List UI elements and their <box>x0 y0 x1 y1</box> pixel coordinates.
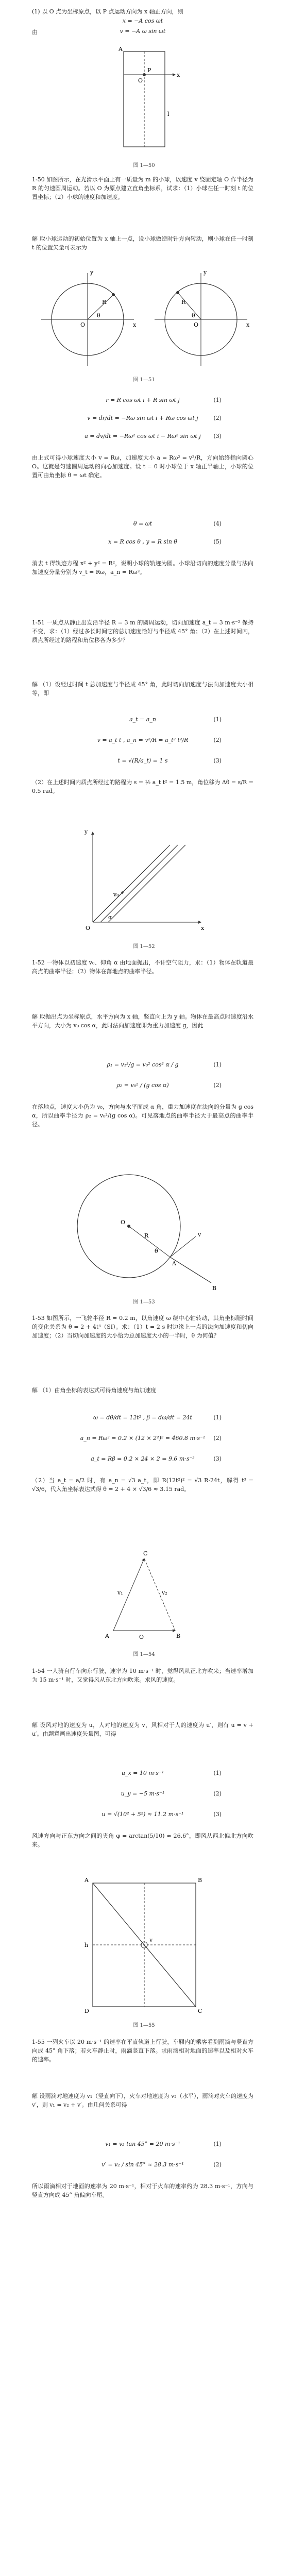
top-line-1: (1) 以 O 点为坐标原点，以 P 点运动方向为 x 轴正方向，则 <box>32 8 183 15</box>
eq-text: u = √(10² + 5²) ≈ 11.2 m·s⁻¹ <box>101 1811 184 1818</box>
problem-1-53-text: 1-53 如图所示，一飞轮半径 R = 0.2 m，以角速度 ω 绕中心轴转动，其角坐标随时间的变化关系为 θ = 2 + 4t³（SI）。求：（1）t = 2 s 时边缘上一点的法向加速度和切向加速度；（2）当切向加速度的大小恰为总加速度大小的一半时，θ 为何值？ <box>32 1315 253 1339</box>
fig1-label-a: A <box>118 46 123 53</box>
fig6-label-c: C <box>198 2008 202 2014</box>
equation-1-51-3 <box>32 433 253 439</box>
fig1-label-l: l <box>167 111 170 117</box>
top-line-3: 由 <box>32 29 38 36</box>
fig5-label-v2: v₂ <box>162 1589 167 1596</box>
eq-text: a_t = Rβ = 0.2 × 24 × 2 = 9.6 m·s⁻² <box>91 1455 195 1462</box>
fig4-label-a: A <box>172 1260 176 1267</box>
figure-1-51-caption: 图 1—51 <box>133 377 155 383</box>
fig4-label-theta: θ <box>155 1248 158 1255</box>
eq-number: (1) <box>213 2141 222 2147</box>
eq-number: (3) <box>213 757 222 764</box>
fig2-left-r: R <box>102 299 107 306</box>
fig4-label-o: O <box>121 1219 126 1226</box>
eq-text: ρ₁ = v₁²/g = v₀² cos² α / g <box>107 1061 179 1068</box>
figure-1-55 <box>77 1873 211 2017</box>
equation-4-2 <box>32 1082 253 1089</box>
eq-number: (2) <box>213 415 222 421</box>
eq-number: (3) <box>213 1455 222 1462</box>
fig3-label-x: x <box>201 925 205 931</box>
fig5-label-o: O <box>139 1634 144 1640</box>
figure-1-53 <box>67 1164 222 1293</box>
eq-text: a = dv/dt = −Rω² cos ωt i − Rω² sin ωt j <box>84 433 201 439</box>
eq-number: (2) <box>213 1082 222 1089</box>
eq-number: (1) <box>213 1770 222 1776</box>
eq-text: a_n = Rω² = 0.2 × (12 × 2²)² = 460.8 m·s⁻² <box>80 1435 206 1442</box>
problem-1-52-solution: 解 取抛出点为坐标原点，水平方向为 x 轴，竖直向上为 y 轴。物体在最高点时速度沿水平方向，大小为 v₀ cos α，此时法向加速度即为重力加速度 g，因此 <box>32 1013 253 1029</box>
equation-3-3 <box>32 757 253 764</box>
fig2-right-theta: θ <box>192 312 195 319</box>
fig2-left-o: O <box>80 321 86 328</box>
fig6-label-d: D <box>84 2008 89 2014</box>
equation-1-51-1 <box>32 397 253 403</box>
figure-1-53-caption: 图 1—53 <box>133 1299 155 1305</box>
eq-text: u_x = 10 m·s⁻¹ <box>121 1770 164 1776</box>
problem-1-51-text: 1-51 一质点从静止出发沿半径 R = 3 m 的圆周运动，切向加速度 a_t = 3 m·s⁻² 保持不变，求：（1）经过多长时间它的总加速度恰好与半径成 45° 角；（2）在上述时间内，质点所经过的路程和角位移各为多少？ <box>32 619 253 643</box>
problem-1-50-text: 1-50 如图所示，在光滑水平面上有一质量为 m 的小球，以速度 v 绕固定轴 O 作半径为 R 的匀速圆周运动。若以 O 为原点建立直角坐标系，试求：（1）小球在任一时刻 t 的位置坐标；（2）小球的速度和加速度。 <box>32 176 253 200</box>
problem-1-54-solution: 解 设风对地的速度为 u，人对地的速度为 v，风相对于人的速度为 u′，则有 u = v + u′。由题意画出速度矢量图，可得 <box>32 1722 253 1737</box>
eq-number: (5) <box>213 538 222 545</box>
figure-1-54 <box>98 1543 191 1646</box>
eq-number: (2) <box>213 2161 222 2168</box>
fig1-label-o: O <box>138 77 143 84</box>
figure-1-54-caption: 图 1—54 <box>133 1652 155 1657</box>
figure-1-50 <box>98 44 191 157</box>
fig6-label-a: A <box>84 1877 89 1884</box>
eq-text: a_t = a_n <box>129 716 156 723</box>
problem-1-50-solution: 解 取小球运动的初始位置为 x 轴上一点，设小球做逆时针方向转动，则小球在任一时刻 t 的位置矢量可表示为 <box>32 235 253 251</box>
paragraph-5: 在落地点，速度大小仍为 v₀，方向与水平面成 α 角，重力加速度在法向的分量为 g cos α，所以曲率半径为 ρ₂ = v₀²/(g cos α)。可见落地点的曲率半径大于最高点的曲率半径。 <box>32 1104 253 1128</box>
equation-2-1 <box>32 520 253 527</box>
problem-1-54-text: 1-54 一人骑自行车向东行驶，速率为 10 m·s⁻¹ 时，觉得风从正北方吹来；当速率增加为 15 m·s⁻¹ 时，又觉得风从东北方向吹来。求风的速度。 <box>32 1668 253 1683</box>
equation-2-2 <box>32 538 253 545</box>
fig3-label-alpha: α <box>108 914 112 921</box>
equation-6-1 <box>32 1770 253 1776</box>
problem-1-52-text: 1-52 一物体以初速度 v₀、仰角 α 由地面抛出，不计空气阻力，求：（1）物体在轨道最高点的曲率半径；（2）物体在落地点的曲率半径。 <box>32 959 253 975</box>
equation-7-1 <box>32 2141 253 2147</box>
fig2-right-o: O <box>194 321 199 328</box>
fig5-label-b: B <box>176 1633 181 1639</box>
figure-1-55-caption: 图 1—55 <box>133 2023 155 2028</box>
problem-1-53-solution: 解 （1）由角坐标的表达式可得角速度与角加速度 <box>32 1387 157 1394</box>
figure-1-50-caption: 图 1—50 <box>133 163 155 168</box>
eq-number: (1) <box>213 716 222 723</box>
problem-1-51-solution: 解 （1）设经过时间 t 总加速度与半径成 45° 角，此时切向加速度与法向加速度大小相等，即 <box>32 681 253 697</box>
fig3-label-o: O <box>86 925 91 931</box>
fig4-label-b: B <box>212 1285 217 1292</box>
equation-5-3 <box>32 1455 253 1462</box>
problem-1-55-solution: 解 设雨滴对地速度为 v₁（竖直向下），火车对地速度为 v₂（水平），雨滴对火车的速度为 v′，则 v₁ = v₂ + v′。由几何关系可得 <box>32 2093 253 2108</box>
fig3-label-y: y <box>84 828 88 835</box>
fig2-left-x: x <box>133 321 137 328</box>
fig6-label-b: B <box>198 1877 202 1884</box>
equation-4-1 <box>32 1061 253 1068</box>
eq-text: t = √(R/a_t) = 1 s <box>117 757 168 764</box>
eq-text: v₁ = v₂ tan 45° = 20 m·s⁻¹ <box>105 2141 180 2147</box>
eq-text: ρ₂ = v₀² / (g cos α) <box>116 1082 169 1089</box>
equation-6-3 <box>32 1811 253 1818</box>
eq-number: (2) <box>213 1790 222 1797</box>
eq-number: (1) <box>213 1414 222 1421</box>
eq-text: ω = dθ/dt = 12t² , β = dω/dt = 24t <box>93 1414 192 1421</box>
fig6-label-v: v <box>149 1937 153 1943</box>
eq-text: u_y = −5 m·s⁻¹ <box>121 1790 165 1797</box>
fig3-label-v0: v₀ <box>113 891 119 898</box>
eq-number: (1) <box>213 397 222 403</box>
eq-number: (2) <box>213 737 222 743</box>
figure-1-52 <box>77 824 211 938</box>
eq-text: v′ = v₂ / sin 45° ≈ 28.3 m·s⁻¹ <box>101 2161 184 2168</box>
figure-1-52-caption: 图 1—52 <box>133 944 155 950</box>
equation-1-51-2 <box>32 415 253 421</box>
paragraph-3: 消去 t 得轨迹方程 x² + y² = R²，说明小球的轨迹为圆。小球沿切向的速度分量与法向加速度分量分别为 v_t = Rω，a_n = Rω²。 <box>32 560 253 575</box>
fig2-right-y: y <box>204 269 207 276</box>
eq-number: (1) <box>213 1061 222 1068</box>
eq-number: (3) <box>213 433 222 439</box>
equation-5-2 <box>32 1435 253 1442</box>
top-equation-1: x = −A cos ωt <box>122 18 163 24</box>
fig5-label-v1: v₁ <box>117 1589 123 1596</box>
eq-text: v = dr/dt = −Rω sin ωt i + Rω cos ωt j <box>87 415 198 421</box>
top-equation-2: v = −A ω sin ωt <box>120 28 166 35</box>
eq-number: (2) <box>213 1435 222 1442</box>
paragraph-7: 风速方向与正东方向之间的夹角 φ = arctan(5/10) ≈ 26.6°，即风从西北偏北方向吹来。 <box>32 1833 253 1848</box>
equation-5-1 <box>32 1414 253 1421</box>
fig4-label-r: R <box>144 1232 149 1239</box>
eq-number: (3) <box>213 1811 222 1818</box>
fig6-label-h: h <box>84 1942 89 1948</box>
equation-6-2 <box>32 1790 253 1797</box>
eq-number: (4) <box>213 520 222 527</box>
fig1-label-p: P <box>147 67 151 74</box>
fig2-left-y: y <box>90 269 94 276</box>
equation-7-2 <box>32 2161 253 2168</box>
fig2-right-r: R <box>181 299 186 306</box>
paragraph-4: （2）在上述时间内质点所经过的路程为 s = ½ a_t t² = 1.5 m，角位移为 Δθ = s/R = 0.5 rad。 <box>32 779 253 794</box>
eq-text: θ = ωt <box>133 520 153 527</box>
fig2-left-theta: θ <box>97 312 100 319</box>
fig4-label-v: v <box>198 1231 201 1238</box>
paragraph-6: （2）当 a_t = a/2 时，有 a_n = √3 a_t，即 R(12t²)² = √3 R·24t，解得 t³ = √3/6，代入角坐标表达式得 θ = 2 + 4 × √3/6 ≈ 3.15 rad。 <box>32 1477 253 1493</box>
fig2-right-x: x <box>246 321 250 328</box>
eq-text: v = a_t t , a_n = v²/R = a_t² t²/R <box>97 737 189 743</box>
fig1-label-x: x <box>177 72 180 78</box>
paragraph-8: 所以雨滴相对于地面的速率为 20 m·s⁻¹，相对于火车的速率约为 28.3 m·s⁻¹，方向与竖直方向成 45° 角偏向车尾。 <box>32 2183 253 2198</box>
equation-3-1 <box>32 716 253 723</box>
paragraph-2: 由上式可得小球速度大小 v = Rω，加速度大小 a = Rω² = v²/R，方向始终指向圆心 O。这就是匀速圆周运动的向心加速度。设 t = 0 时小球位于 x 轴正半轴上，小球的位置可由角坐标 θ = ωt 确定。 <box>32 454 253 479</box>
figure-1-51 <box>31 268 258 371</box>
eq-text: r = R cos ωt i + R sin ωt j <box>106 397 180 403</box>
problem-1-55-text: 1-55 一列火车以 20 m·s⁻¹ 的速率在平直轨道上行驶，车厢内的乘客看到雨滴与竖直方向成 45° 角下落；若火车静止时，雨滴竖直下落。求雨滴相对地面的速率以及相对火车的速率。 <box>32 2039 253 2063</box>
equation-3-2 <box>32 737 253 743</box>
fig5-label-a: A <box>105 1633 109 1639</box>
eq-text: x = R cos θ , y = R sin θ <box>108 538 177 545</box>
fig5-label-c: C <box>143 1550 148 1557</box>
